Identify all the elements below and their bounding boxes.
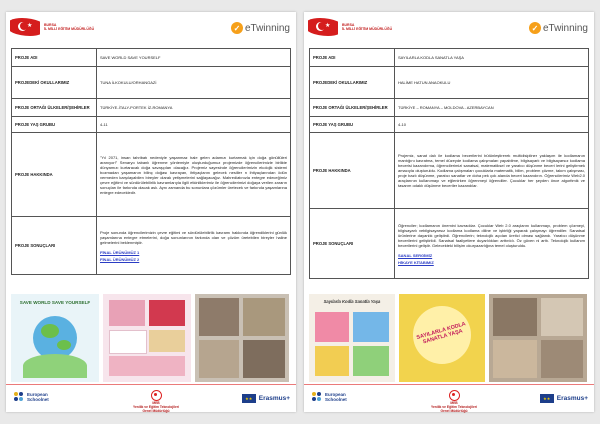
meb-line: Yenilik ve Eğitim Teknolojileri	[132, 405, 180, 409]
virtual-exhibition-link[interactable]: SANAL SERGİMİZ	[398, 252, 433, 258]
row-value: TÜRKİYE-İTALY-PORTEK İZ-ROMANYA	[97, 99, 291, 117]
row-key: PROJE ORTAĞI ÜLKELER/ŞEHİRLER	[12, 99, 97, 117]
european-schoolnet-logo	[312, 392, 361, 402]
page-footer	[6, 388, 296, 413]
row-value: 4-10	[395, 117, 589, 133]
table-row	[12, 217, 291, 275]
row-value: Projemiz, sanat dalı ile kodlama becerilerini bütünleştirerek multidisipliner yaklaşım ile kodlamanın mantığını kavratma, temel düzeyde kodlama çalışmaları yapabilme, bilgisayarlı ve bilgisayarsız kodlama becerisi kazandırma, öğrencilerimizi sanatsal, matematiksel ve yaratıcı düşünme beceri lerini geliştirmek amacıyla oluşturuldu. Kodlama çalışmaları çocuklarla matematik, bilim, problem çözme, takım çalışması, proje bazlı düşünme, yaratıcı sanatlar ve doha pek çok alanda beceri kazandırırı. Öğrencilerimiz Web2.0 araçlarının kullanımayı ve eğlenirken öğrenmeyi öğrendiler. Çocuklar her şeyden önce algoritmik ve tasarım odaklı düşünme beceriler kazandılar.	[395, 133, 589, 209]
row-key: PROJE ADI	[12, 49, 97, 67]
results-text: Öğrenciler; kodlamanın önemini kavradılar. Çocuklar Web 2.0 araçlarını kullanmayı, problem çözmeyi, bilgisayarlı vebilgisayarsız kodlama kodlama diline ve işbirliği yaparak çalışmayı öğrendiler. Sanatsal ürünlerine dayanlık geliştirdi. Öğrencilerin; teknolojik açıdan üretici olması sağlandı. Yaratıcı düşünme becerilerini geliştirildi. Sanatsal faaliyetlere duyarlılıkları arttırıldı. Öz güven ni arttı. Teknolojik kullanım becerilerini geliştir. Gelecekteki bilişim okuryazarlığına temel oluşturuldu.	[398, 222, 585, 248]
turkish-flag-icon: ★	[308, 16, 338, 38]
etwinning-icon: ✓	[529, 22, 541, 34]
project-info-table	[11, 48, 291, 275]
row-key: PROJE HAKKINDA	[310, 133, 395, 209]
meb-line: Genel Müdürlüğü	[142, 409, 170, 413]
page-header	[304, 16, 594, 42]
footer-divider	[304, 384, 594, 385]
table-row	[12, 49, 291, 67]
etwinning-icon: ✓	[231, 22, 243, 34]
document-page-right	[304, 12, 594, 412]
photo-strip	[11, 294, 291, 382]
row-value-cell	[395, 209, 589, 279]
logo-title: SAYILARLA KODLA SANATLA YAŞA	[415, 321, 467, 346]
table-row	[12, 67, 291, 99]
bursa-meb-logo	[308, 16, 392, 38]
org-line: İL MİLLİ EĞİTİM MÜDÜRLÜĞÜ	[342, 27, 393, 31]
erasmus-text: Erasmus+	[258, 395, 290, 402]
meb-icon	[449, 390, 460, 401]
turkish-flag-icon: ★	[10, 16, 40, 38]
meb-line: MEB	[450, 401, 458, 405]
bursa-meb-logo	[10, 16, 94, 38]
org-line: BURSA	[342, 23, 355, 27]
row-key: PROJE HAKKINDA	[12, 133, 97, 217]
project-poster-image	[11, 294, 99, 382]
project-poster-image	[309, 294, 395, 382]
european-schoolnet-text: European Schoolnet	[27, 392, 49, 402]
erasmus-logo	[242, 394, 290, 403]
table-row	[12, 117, 291, 133]
meb-yegitek-logo	[106, 390, 206, 413]
final-product-link-1[interactable]: FİNAL ÜRÜNÜMÜZ 1	[100, 249, 140, 255]
row-value-cell	[97, 217, 291, 275]
row-value: TUNA İLKOKULU/ORHANGAZİ	[97, 67, 291, 99]
row-key: PROJEDEKİ OKULLARIMIZ	[310, 67, 395, 99]
european-schoolnet-text: European Schoolnet	[325, 392, 347, 402]
meb-line: Yenilik ve Eğitim Teknolojileri	[430, 405, 478, 409]
table-row	[12, 99, 291, 117]
row-key: PROJE SONUÇLARI	[310, 209, 395, 279]
storybook-link[interactable]: HİKAYE KİTABIMIZ	[398, 259, 434, 265]
table-row	[310, 99, 589, 117]
table-row	[310, 209, 589, 279]
row-value: SAYILARLA KODLA SANATLA YAŞA	[395, 49, 589, 67]
row-key: PROJE YAŞ GRUBU	[12, 117, 97, 133]
classroom-photo-image	[195, 294, 289, 382]
footer-divider	[6, 384, 296, 385]
table-row	[310, 67, 589, 99]
european-schoolnet-icon	[14, 392, 24, 402]
table-row	[310, 49, 589, 67]
row-key: PROJE YAŞ GRUBU	[310, 117, 395, 133]
row-key: PROJE ADI	[310, 49, 395, 67]
row-value: SAVE WORLD SAVE YOURSELF	[97, 49, 291, 67]
poster-title: SAVE WORLD SAVE YOURSELF	[19, 300, 91, 305]
photo-strip	[309, 294, 589, 382]
eu-flag-icon: ★★	[242, 394, 256, 403]
row-value: 4-11	[97, 117, 291, 133]
etwinning-logo	[529, 22, 588, 34]
european-schoolnet-logo	[14, 392, 63, 402]
row-key: PROJE SONUÇLARI	[12, 217, 97, 275]
page-footer	[304, 388, 594, 413]
student-work-collage-image	[103, 294, 191, 382]
table-row	[310, 117, 589, 133]
european-schoolnet-icon	[312, 392, 322, 402]
project-logo-image	[399, 294, 485, 382]
page-header	[6, 16, 296, 42]
etwinning-text: eTwinning	[542, 22, 588, 34]
row-value: TÜRKİYE – ROMANYA – MOLDOVA - AZERBAYCAN	[395, 99, 589, 117]
row-key: PROJEDEKİ OKULLARIMIZ	[12, 67, 97, 99]
meb-icon	[151, 390, 162, 401]
document-page-left	[6, 12, 296, 412]
table-row	[12, 133, 291, 217]
final-product-link-2[interactable]: FİNAL ÜRÜNÜMÜZ 2	[100, 256, 140, 262]
table-row	[310, 133, 589, 209]
org-line: İL MİLLİ EĞİTİM MÜDÜRLÜĞÜ	[44, 27, 95, 31]
meb-yegitek-logo	[404, 390, 504, 413]
erasmus-text: Erasmus+	[556, 395, 588, 402]
org-line: BURSA	[44, 23, 57, 27]
project-info-table	[309, 48, 589, 279]
etwinning-logo	[231, 22, 290, 34]
meb-line: MEB	[152, 401, 160, 405]
results-text: Proje sonunda öğrencilerimizin çevre eğitimi ve sürdürülebilirlik kavramı hakkında öğrendiklerini günlük yaşamlarına entegre etmelerini, doğa sonunlarının farkında olan ve çözüm üretebilen bireyler haline gelmelerini beklenmiştir.	[100, 229, 287, 245]
eu-flag-icon: ★★	[540, 394, 554, 403]
row-value: "Yıl 2071, insan tahribatı nedeniyle yaşanmaz hale gelen adamızı kurtarmak için doğa gönüllüleri aranıyor!" Senaryo tabanlı öğrenme yöntemiyle oluşturduğumuz projemizde öğrencilerimizle birlikte dünyamızı kurtaracak doğa savaşçıları olacağız. Projemiz sayesinde öğrencilerimizin ekolojik sistemi bozmadan yaşamanın bilinç doğası kavrayan, ihtiyaçlarını gelecek nesiller n ihtiyaçlarından ödün vermeden karşılayabilen bireyler olarak yetişmelerini sağlayacağız. Mahrediatınızla entegre edeceğimiz çevre eğitimi ve sürdürülebilirlik kavramlarıyla ilgili etkinliklerimiz ile öğrencilerimizi doğaya verilen zararın sonuçları ile farkında olacak aslı. Aynı zamanda bu sonunlara çözümler üretecek ve farkında yaşamlarına entegre edecekledir.	[97, 133, 291, 217]
row-key: PROJE ORTAĞI ÜLKELER/ŞEHİRLER	[310, 99, 395, 117]
erasmus-logo	[540, 394, 588, 403]
classroom-photo-image	[489, 294, 587, 382]
etwinning-text: eTwinning	[244, 22, 290, 34]
poster-title: Sayılarla Kodla Sanatla Yaşa	[323, 299, 381, 304]
meb-line: Genel Müdürlüğü	[440, 409, 468, 413]
row-value: HALİME HATUN ANAOKULU	[395, 67, 589, 99]
